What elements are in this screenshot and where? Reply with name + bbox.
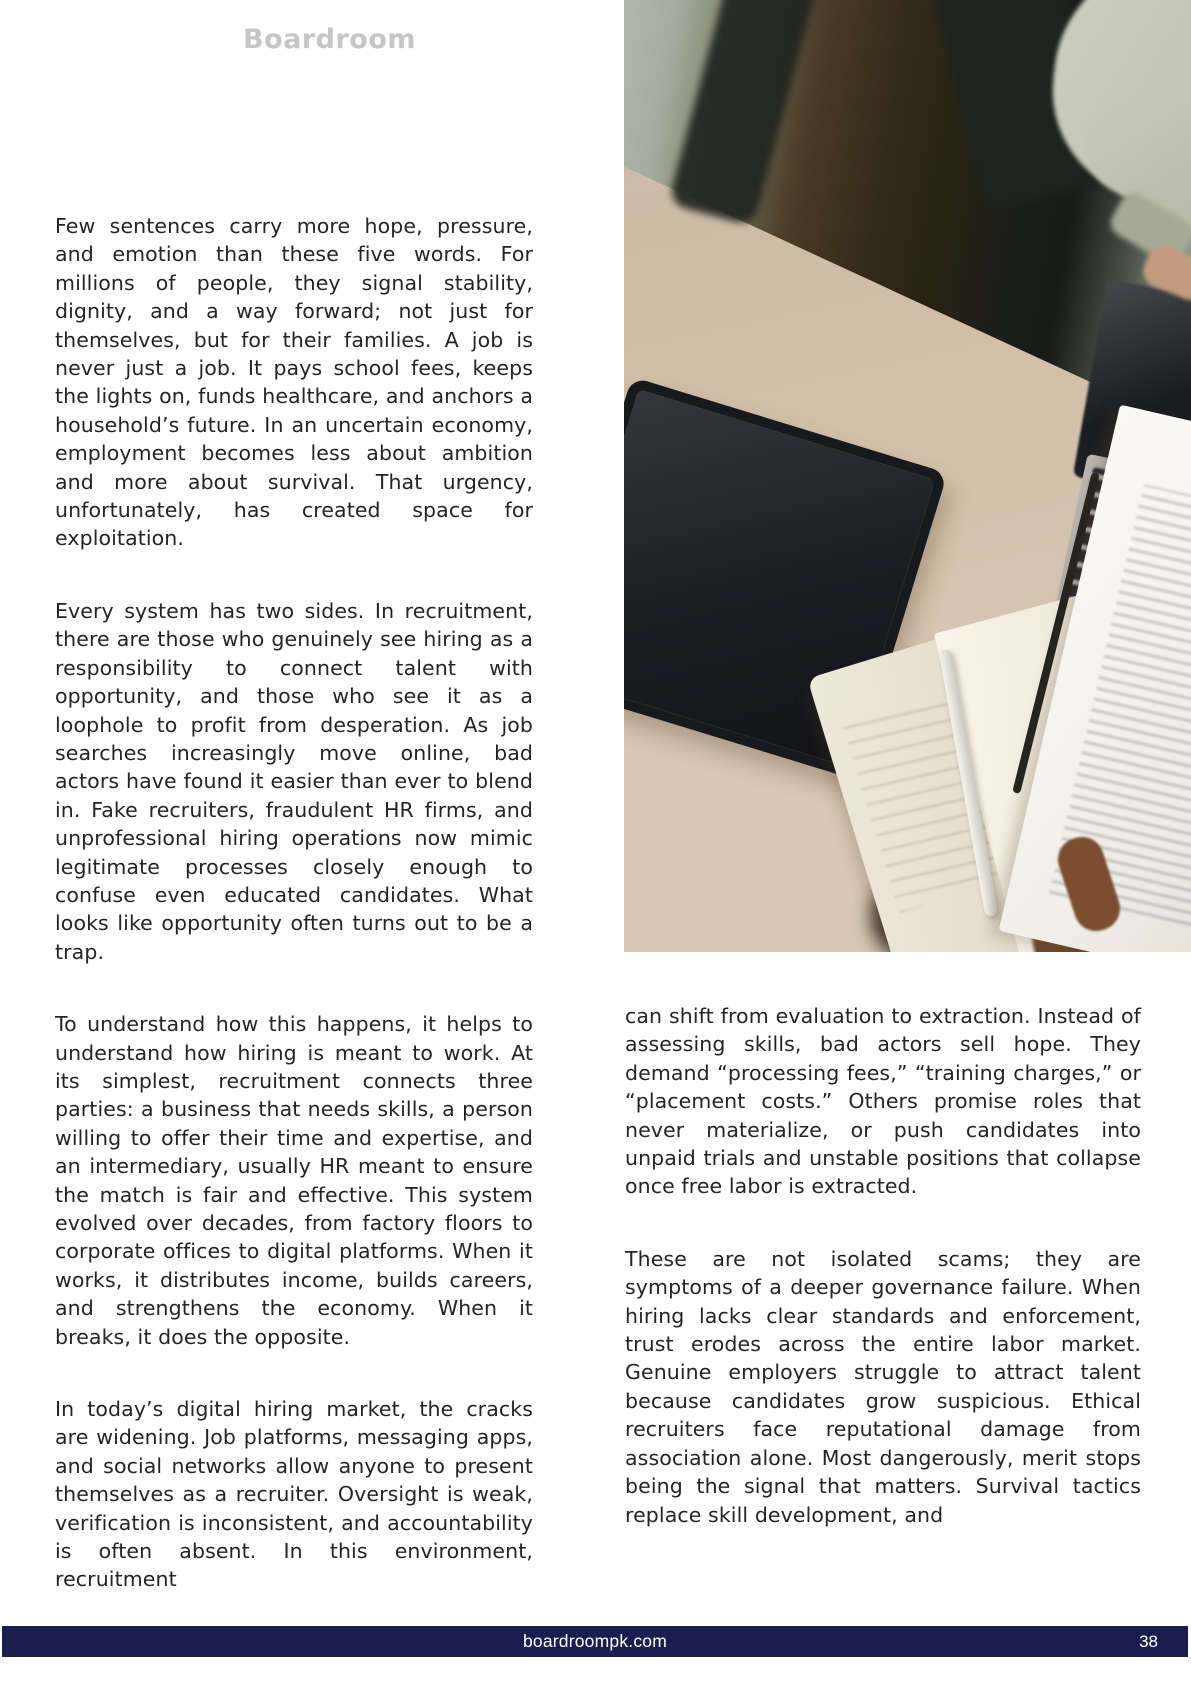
thumb-over-document bbox=[1052, 831, 1125, 937]
laptop-keyboard-deck bbox=[1044, 454, 1191, 697]
document-folder-edge bbox=[1012, 472, 1100, 794]
page-header-brand: Boardroom bbox=[243, 24, 417, 55]
sleeve-cuff bbox=[1106, 188, 1191, 268]
notebook-left-page bbox=[807, 632, 1056, 952]
article-right-column bbox=[625, 1002, 1141, 1573]
tablet-device bbox=[624, 377, 948, 780]
printed-documents bbox=[999, 405, 1191, 952]
paragraph: Every system has two sides. In recruitment, there are those who genuinely see hiring as a responsibility to connect talent with opportunity, and those who see it as a loophole to profit from desperation. As job searches increasingly move online, bad actors have found it easier than ever to blend in. Fake recruiters, fraudulent HR firms, and unprofessional hiring operations now mimic legitimate processes closely enough to confuse even educated candidates. What looks like opportunity often turns out to be a trap. bbox=[55, 598, 533, 964]
person-arm bbox=[1065, 67, 1191, 262]
footer-page-number: 38 bbox=[1139, 1631, 1158, 1651]
notebook-handwriting bbox=[841, 687, 1014, 913]
meeting-room-background bbox=[624, 0, 1191, 458]
pen bbox=[939, 649, 999, 917]
office-chair-left bbox=[668, 0, 828, 226]
laptop-screen bbox=[1073, 279, 1191, 500]
paragraph: To understand how this happens, it helps to understand how hiring is meant to work. At its simplest, recruitment connects three parties: a business that needs skills, a person willing to offer their time and expertise, and an intermediary, usually HR meant to ensure the match is fair and effective. This system evolved over decades, from factory floors to corporate offices to digital platforms. When it works, it distributes income, builds careers, and strengthens the economy. When it breaks, it does the opposite. bbox=[55, 1012, 533, 1349]
paragraph: Few sentences carry more hope, pressure, and emotion than these five words. For millions of people, they signal stability, dignity, and a way forward; not just for themselves, but for their families. A job is never just a job. It pays school fees, keeps the lights on, funds healthcare, and anchors a household’s future. In an uncertain economy, employment becomes less about ambition and more about survival. That urgency, unfortunately, has created space for exploitation. bbox=[55, 214, 533, 551]
footer-bar bbox=[2, 1626, 1188, 1657]
footer-site-url: boardroompk.com bbox=[522, 1631, 668, 1651]
person-hand-on-laptop bbox=[1139, 241, 1191, 305]
paragraph: In today’s digital hiring market, the cracks are widening. Job platforms, messaging apps, and social networks allow anyone to present themselves as a recruiter. Oversight is weak, verification is inconsistent, and accountability is often absent. In this environment, recruitment bbox=[55, 1397, 533, 1592]
blurred-hand-object bbox=[872, 872, 1002, 952]
document-text-lines bbox=[1049, 484, 1191, 936]
notebook-right-page bbox=[934, 590, 1189, 952]
article-left-column bbox=[55, 212, 533, 1638]
laptop-keys bbox=[1062, 467, 1191, 647]
paragraph: These are not isolated scams; they are symptoms of a deeper governance failure. When hiring lacks clear standards and enforcement, trust erodes across the entire labor market. Genuine employers struggle to attract talent because candidates grow suspicious. Ethical recruiters face reputational damage from association alone. Most dangerously, merit stops being the signal that matters. Survival tactics replace skill development, and bbox=[625, 1246, 1141, 1527]
hand-holding-documents bbox=[1018, 792, 1176, 952]
article-photo bbox=[624, 0, 1191, 952]
office-chair-right bbox=[926, 0, 1113, 212]
paragraph: can shift from evaluation to extraction. Instead of assessing skills, bad actors sell hope. They demand “processing fees,” “training charges,” or “placement costs.” Others promise roles that never materialize, or push candidates into unpaid trials and unstable positions that collapse once free labor is extracted. bbox=[625, 1004, 1141, 1199]
person-torso bbox=[1042, 0, 1191, 212]
